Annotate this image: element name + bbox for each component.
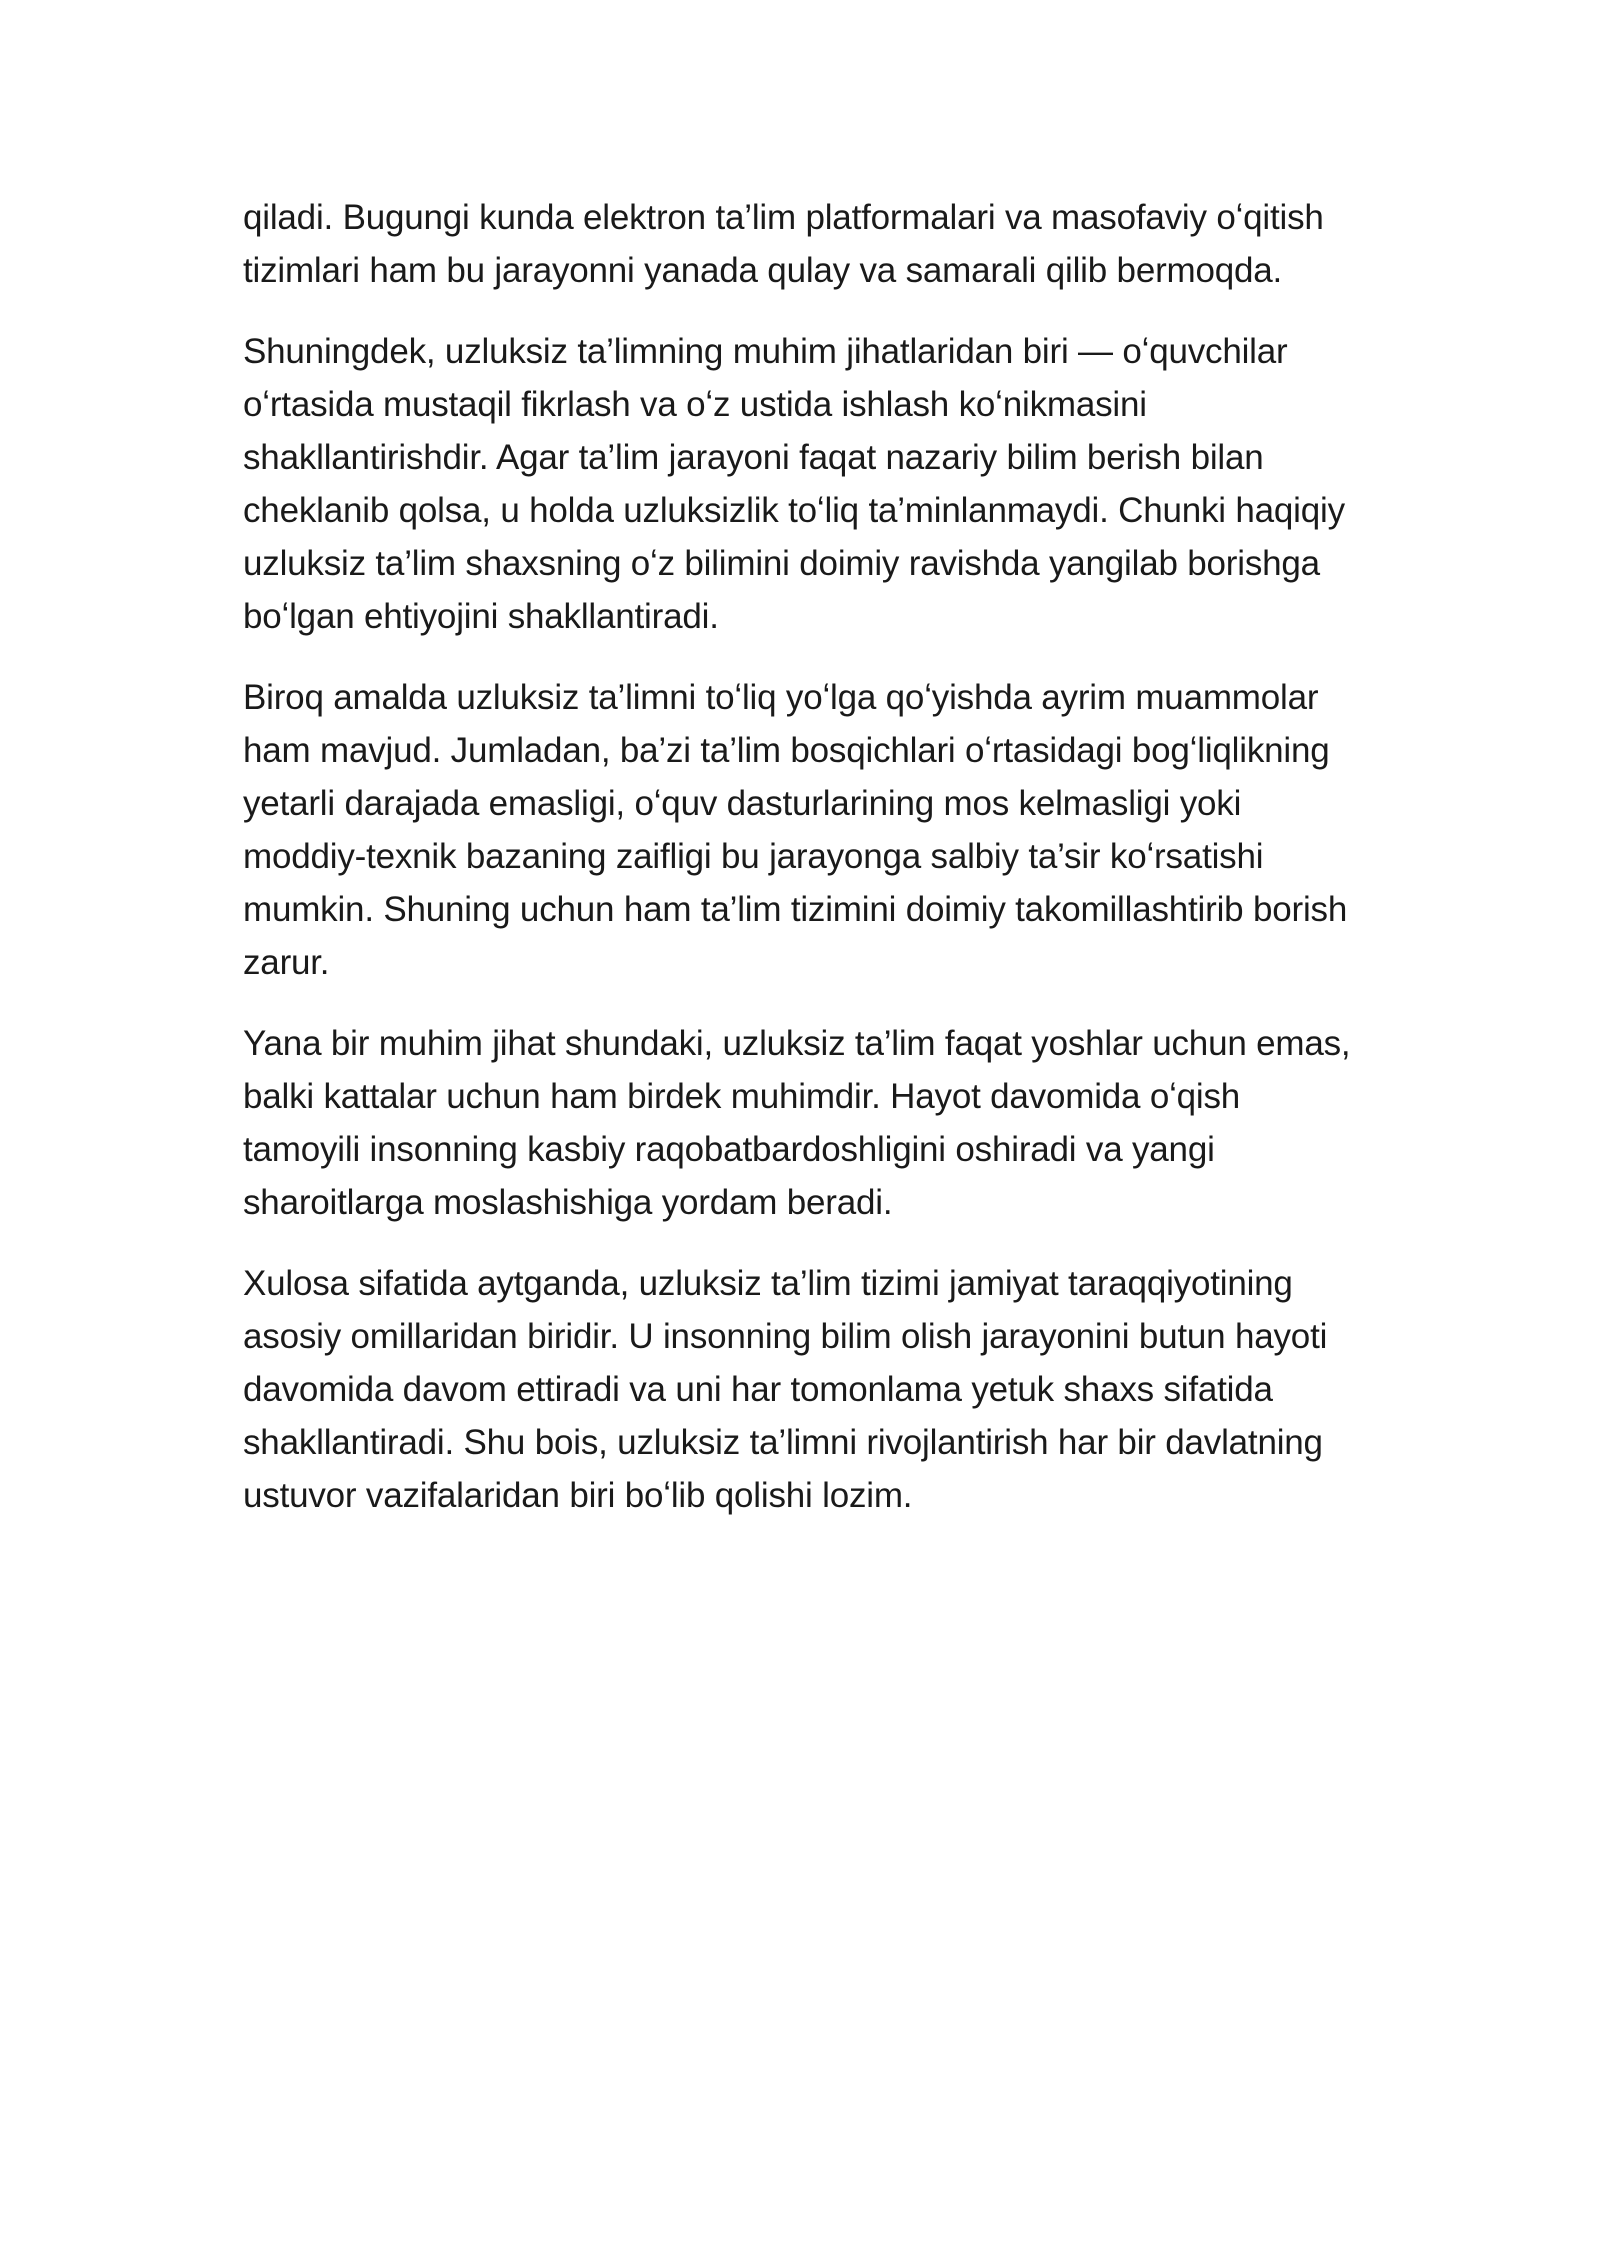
- paragraph-3: Biroq amalda uzluksiz ta’limni toʻliq yoʻlga qoʻyishda ayrim muammolar ham mavjud. Jumladan, ba’zi ta’lim bosqichlari oʻrtasidagi bogʻliqlikning yetarli darajada emasligi, oʻquv dasturlarining mos kelmasligi yoki moddiy-texnik bazaning zaifligi bu jarayonga salbiy ta’sir koʻrsatishi mumkin. Shuning uchun ham ta’lim tizimini doimiy takomillashtirib borish zarur.: [243, 678, 1348, 982]
- paragraph-4: Yana bir muhim jihat shundaki, uzluksiz ta’lim faqat yoshlar uchun emas, balki kattalar uchun ham birdek muhimdir. Hayot davomida oʻqish tamoyili insonning kasbiy raqobatbardoshligini oshiradi va yangi sharoitlarga moslashishiga yordam beradi.: [243, 1024, 1351, 1222]
- paragraph-1: qiladi. Bugungi kunda elektron ta’lim platformalari va masofaviy oʻqitish tizimlari ham bu jarayonni yanada qulay va samarali qilib bermoqda.: [243, 198, 1324, 290]
- paragraph-5: Xulosa sifatida aytganda, uzluksiz ta’lim tizimi jamiyat taraqqiyotining asosiy omillaridan biridir. U insonning bilim olish jarayonini butun hayoti davomida davom ettiradi va uni har tomonlama yetuk shaxs sifatida shakllantiradi. Shu bois, uzluksiz ta’limni rivojlantirish har bir davlatning ustuvor vazifalaridan biri boʻlib qolishi lozim.: [243, 1264, 1328, 1515]
- paragraph-2: Shuningdek, uzluksiz ta’limning muhim jihatlaridan biri — oʻquvchilar oʻrtasida mustaqil fikrlash va oʻz ustida ishlash koʻnikmasini shakllantirishdir. Agar ta’lim jarayoni faqat nazariy bilim berish bilan cheklanib qolsa, u holda uzluksizlik toʻliq ta’minlanmaydi. Chunki haqiqiy uzluksiz ta’lim shaxsning oʻz bilimini doimiy ravishda yangilab borishga boʻlgan ehtiyojini shakllantiradi.: [243, 332, 1345, 636]
- document-body: [243, 191, 1363, 1522]
